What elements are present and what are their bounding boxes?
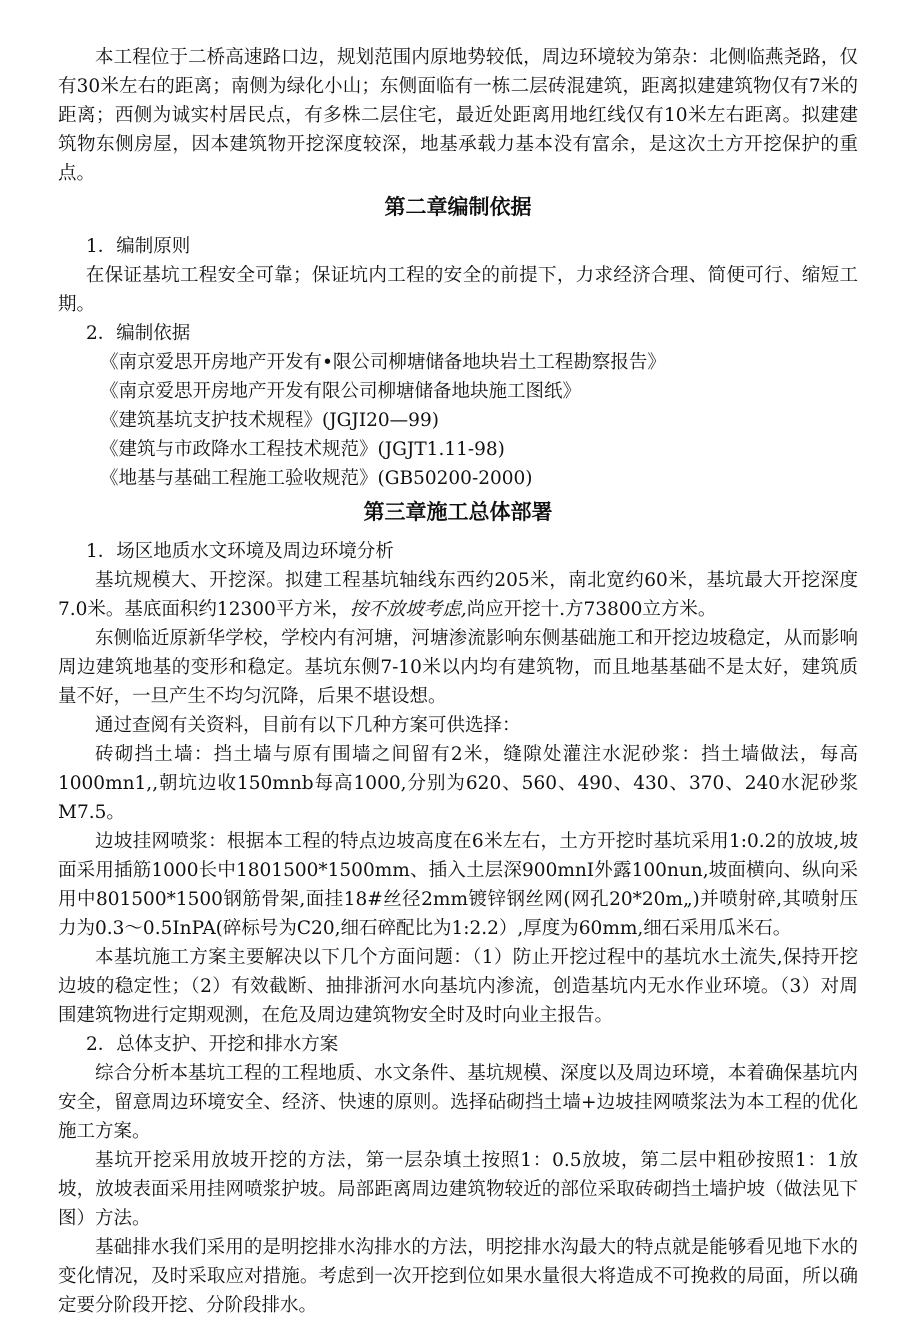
paragraph-text: 尚应开挖十.方73800立方米。 — [466, 599, 717, 620]
section-2-1-heading: 1．编制原则 — [86, 236, 191, 257]
paragraph-slope-shotcrete: 边坡挂网喷浆：根据本工程的特点边坡高度在6米左右，土方开挖时基坑采用1:0.2的放坡,坡面采用插筋1000长中1801500*1500mm、插入土层深900mnI外露100nun,坡面横向、纵向采用中801500*1500钢筋骨架,面挂18#丝径2mm镀锌钢丝网(网孔20*20m„)并喷射碎,其喷射压力为0.3～0.5InPA(碎标号为C20,细石碎配比为1:2.2）,厚度为60mm,细石采用瓜米石。 — [58, 831, 858, 939]
reference-item: 《地基与基础工程施工验收规范》(GB50200-2000) — [100, 468, 533, 489]
paragraph-italic-text: 按不放坡考虑, — [349, 599, 467, 620]
reference-item: 《南京爱思开房地产开发有•限公司柳塘储备地块岩土工程勘察报告》 — [100, 352, 666, 373]
intro-paragraph: 本工程位于二桥高速路口边，规划范围内原地势较低，周边环境较为第杂：北侧临燕尧路，仅有30米左右的距离；南侧为绿化小山；东侧面临有一栋二层砖混建筑，距离拟建建筑物仅有7米的距离；西侧为诚实村居民点，有多株二层住宅，最近处距离用地红线仅有10米左右距离。拟建建筑物东侧房屋，因本建筑物开挖深度较深，地基承载力基本没有富余，是这次土方开挖保护的重点。 — [58, 47, 858, 184]
paragraph-problems: 本基坑施工方案主要解决以下几个方面问题：（1）防止开挖过程中的基坑水土流失,保持开挖边坡的稳定性；（2）有效截断、抽排浙河水向基坑内渗流，创造基坑内无水作业环境。（3）对周围建筑物进行定期观测，在危及周边建筑物安全时及时向业主报告。 — [58, 947, 858, 1026]
chapter-2-title: 第二章编制依据 — [384, 195, 532, 219]
paragraph-excavation: 基坑开挖采用放坡开挖的方法，第一层杂填土按照1：0.5放坡，第二层中粗砂按照1：1放坡，放坡表面采用挂网喷浆护坡。局部距离周边建筑物较近的部位采取砖砌挡土墙护坡（做法见下图）方法。 — [58, 1150, 858, 1229]
chapter-3-title: 第三章施工总体部署 — [363, 500, 553, 524]
reference-item: 《建筑与市政降水工程技术规范》(JGJT1.11-98) — [100, 439, 505, 460]
paragraph-text: 基坑规模大、开挖深。拟建工程基坑轴线东西约205米，南北宽约60米，基坑最大开挖深度7.0米。基底面积约12300平方米， — [58, 570, 858, 620]
paragraph-east-side: 东侧临近原新华学校，学校内有河塘，河塘渗流影响东侧基础施工和开挖边坡稳定，从而影响周边建筑地基的变形和稳定。基坑东侧7-10米以内均有建筑物，而且地基基础不是太好，建筑质量不好，一旦产生不均匀沉降，后果不堪设想。 — [58, 628, 858, 707]
section-2-2-heading: 2．编制依据 — [86, 323, 191, 344]
paragraph-foundation-scale — [58, 566, 858, 624]
section-3-2-heading: 2．总体支护、开挖和排水方案 — [86, 1034, 339, 1055]
reference-item: 《南京爱思开房地产开发有限公司柳塘储备地块施工图纸》 — [100, 381, 582, 402]
section-2-1-text: 在保证基坑工程安全可靠；保证坑内工程的安全的前提下，力求经济合理、简便可行、缩短工期。 — [58, 265, 858, 315]
reference-item: 《建筑基坑支护技术规程》(JGJI20—99) — [100, 410, 439, 431]
paragraph-retaining-wall: 砖砌挡土墙：挡土墙与原有围墙之间留有2米，缝隙处灌注水泥砂浆：挡土墙做法，每高1000mn1,,朝坑边收150mnb每高1000,分别为620、560、490、430、370、240水泥砂浆M7.5。 — [58, 744, 858, 823]
paragraph-options-intro: 通过查阅有关资料，目前有以下几种方案可供选择： — [95, 715, 521, 736]
section-3-1-heading: 1．场区地质水文环境及周边环境分析 — [86, 541, 394, 562]
paragraph-drainage: 基础排水我们采用的是明挖排水沟排水的方法，明挖排水沟最大的特点就是能够看见地下水的变化情况，及时采取应对措施。考虑到一次开挖到位如果水量很大将造成不可挽救的局面，所以确定要分阶段开挖、分阶段排水。 — [58, 1237, 858, 1316]
paragraph-analysis: 综合分析本基坑工程的工程地质、水文条件、基坑规模、深度以及周边环境，本着确保基坑内安全，留意周边环境安全、经济、快速的原则。选择砧砌挡土墙+边坡挂网喷浆法为本工程的优化施工方案。 — [58, 1063, 858, 1142]
